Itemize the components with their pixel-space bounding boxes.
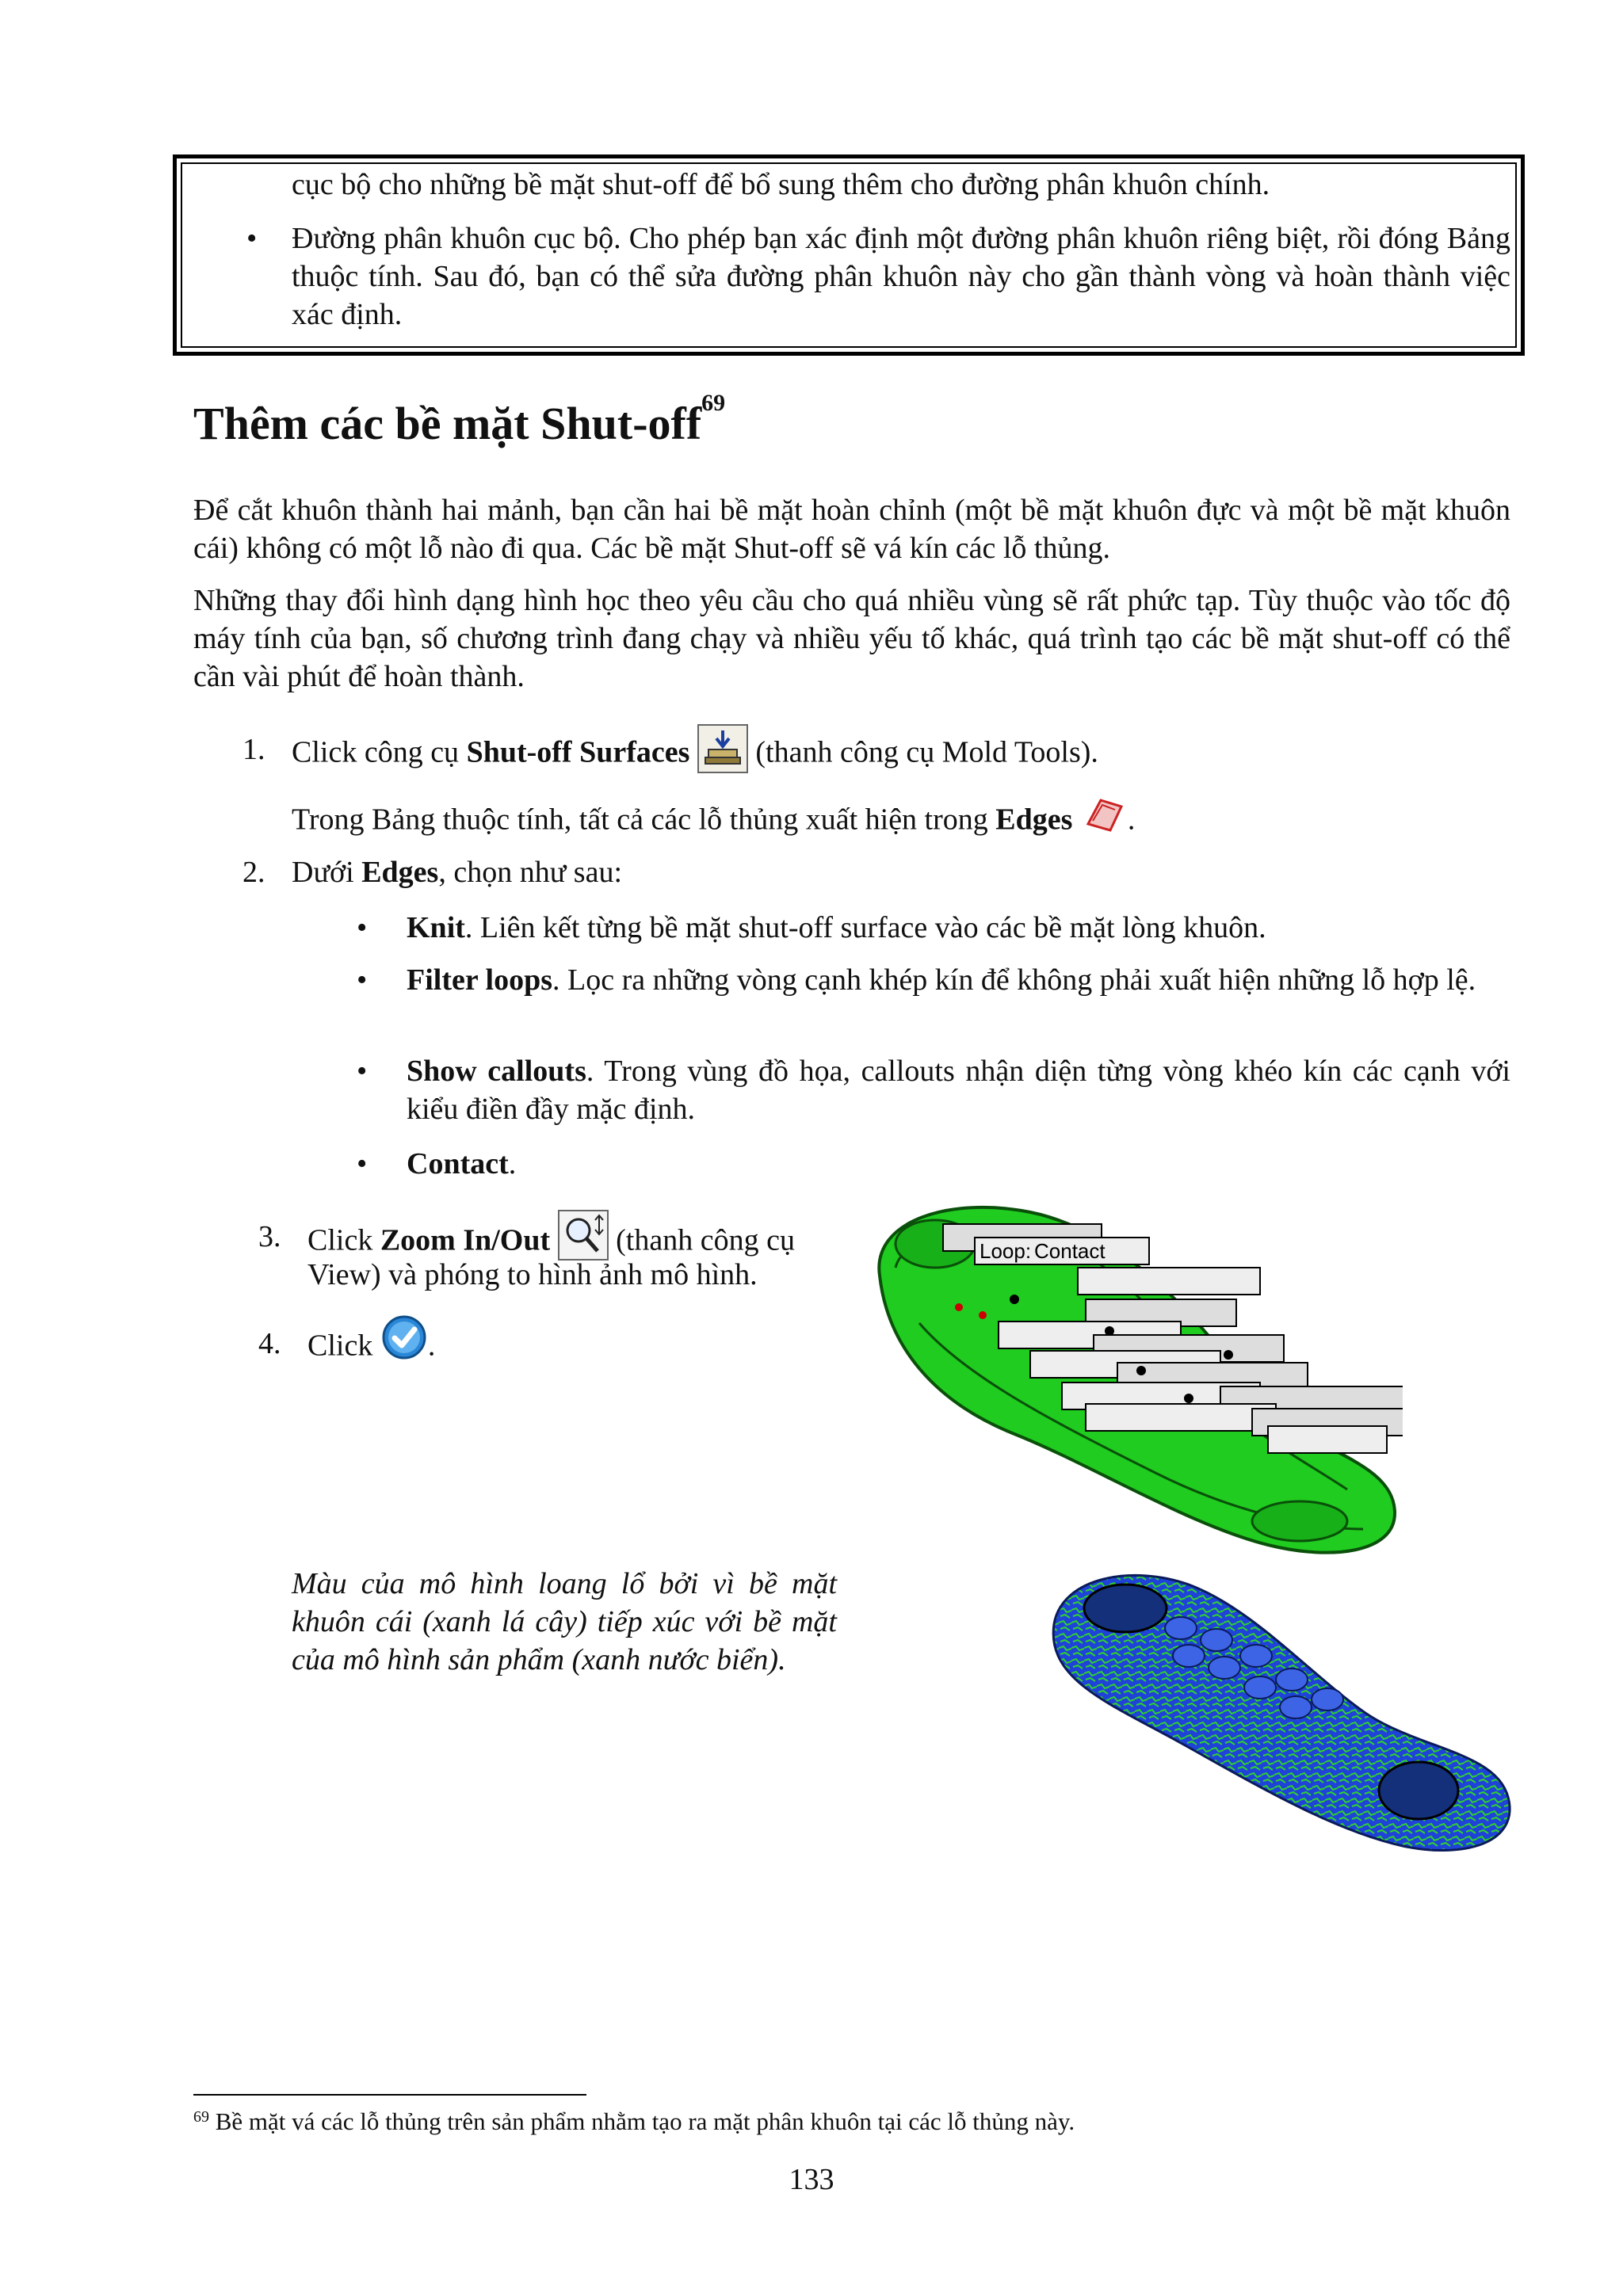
footnote-separator xyxy=(193,2094,586,2096)
step-1-number: 1. xyxy=(242,733,265,766)
step-4-number: 4. xyxy=(258,1327,281,1360)
zoom-in-out-icon[interactable] xyxy=(558,1210,609,1261)
figure-caption: Màu của mô hình loang lổ bởi vì bề mặt khuôn cái (xanh lá cây) tiếp xúc với bề mặt của mô hình sản phẩm (xanh nước biển). xyxy=(292,1567,837,1676)
step-1-text: Click công cụ Shut-off Surfaces (thanh công cụ Mold Tools). xyxy=(292,730,1098,780)
bullet-dot: • xyxy=(357,1147,368,1180)
mold-model-callouts-image xyxy=(856,1188,1403,1561)
step-2-text: Dưới Edges, chọn như sau: xyxy=(292,856,623,889)
mold-model-contact-image xyxy=(1046,1569,1514,1862)
step-2-number: 2. xyxy=(242,856,265,889)
page-number: 133 xyxy=(789,2163,834,2196)
footnote: $^{69}$ Bề mặt vá các lỗ thủng trên sản phẩm nhằm tạo ra mặt phân khuôn tại các lỗ thủng này. xyxy=(193,2107,1075,2135)
paragraph-2: Những thay đổi hình dạng hình học theo yêu cầu cho quá nhiều vùng sẽ rất phức tạp. Tùy thuộc vào tốc độ máy tính của bạn, số chương trình đang chạy và nhiều yếu tố khác, quá trình tạo các bề mặt shut-off có thể cần vài phút để hoàn thành. xyxy=(193,584,1510,693)
heading-footnote-ref: 69 xyxy=(701,390,726,416)
callout-loop-label: Loop: xyxy=(980,1239,1032,1263)
step-4-text: Click . xyxy=(307,1325,435,1372)
step-3-text-line2: View) và phóng to hình ảnh mô hình. xyxy=(307,1258,758,1291)
option-knit: Knit. Liên kết từng bề mặt shut-off surface vào các bề mặt lòng khuôn. xyxy=(407,911,1266,944)
note-box-line1: cục bộ cho những bề mặt shut-off để bổ sung thêm cho đường phân khuôn chính. xyxy=(292,168,1270,201)
step-1-subtext: Trong Bảng thuộc tính, tất cả các lỗ thủng xuất hiện trong Edges . xyxy=(292,800,1135,845)
bullet-dot: • xyxy=(357,963,368,997)
shut-off-surfaces-icon[interactable] xyxy=(697,724,748,773)
section-heading xyxy=(193,390,726,452)
ok-checkmark-icon[interactable] xyxy=(380,1314,428,1361)
paragraph-1: Để cắt khuôn thành hai mảnh, bạn cần hai bề mặt hoàn chỉnh (một bề mặt khuôn đực và một bề mặt khuôn cái) không có một lỗ nào đi qua. Các bề mặt Shut-off sẽ vá kín các lỗ thủng. xyxy=(193,494,1510,565)
section-heading-text: Thêm các bề mặt Shut-off xyxy=(193,398,702,449)
edges-icon xyxy=(1080,792,1128,837)
bullet-dot: • xyxy=(246,222,258,255)
step-3-text: Click Zoom In/Out (thanh công cụ xyxy=(307,1218,795,1268)
note-box-bullet: Đường phân khuôn cục bộ. Cho phép bạn xác định một đường phân khuôn riêng biệt, rồi đóng Bảng thuộc tính. Sau đó, bạn có thể sửa đường phân khuôn này cho gần thành vòng và hoàn thành việc xác định. xyxy=(292,222,1510,331)
option-show-callouts: Show callouts. Trong vùng đồ họa, callouts nhận diện từng vòng khéo kín các cạnh với kiểu điền đầy mặc định. xyxy=(407,1055,1510,1126)
callout-contact-label: Contact xyxy=(1034,1239,1106,1263)
bullet-dot: • xyxy=(357,911,368,944)
option-filter-loops: Filter loops. Lọc ra những vòng cạnh khép kín để không phải xuất hiện những lỗ hợp lệ. xyxy=(407,963,1476,997)
option-contact: Contact. xyxy=(407,1147,517,1180)
step-3-number: 3. xyxy=(258,1220,281,1253)
bullet-dot: • xyxy=(357,1055,368,1088)
